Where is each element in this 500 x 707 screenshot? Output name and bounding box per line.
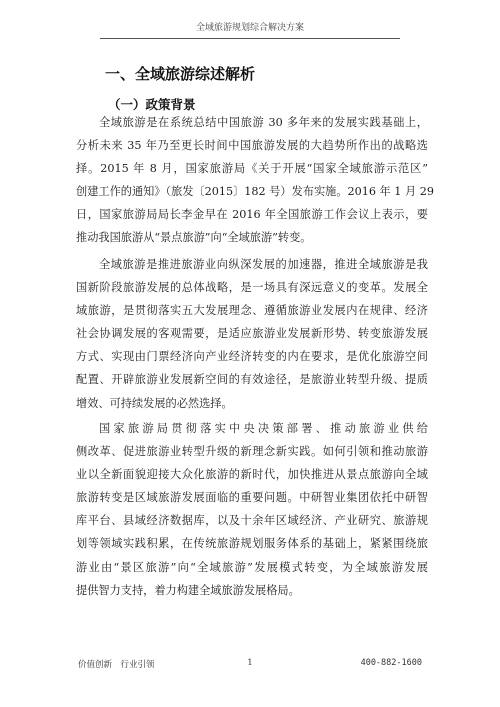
text-line: 国新阶段旅游发展的总体战略，是一场具有深远意义的变革。发展全 — [76, 281, 428, 295]
text-line: 提供智力支持，着力构建全域旅游发展格局。 — [76, 583, 300, 597]
text-line: 择。2015 年 8 月，国家旅游局《关于开展“国家全域旅游示范区” — [76, 162, 428, 176]
text-line: 日，国家旅游局局长李金早在 2016 年全国旅游工作会议上表示，要 — [76, 208, 428, 222]
text-line: 侧改革、促进旅游业转型升级的新理念新实践。如何引领和推动旅游 — [76, 445, 428, 459]
page-number: 1 — [247, 658, 253, 668]
running-header: 全域旅游规划综合解决方案 — [100, 20, 400, 39]
text-line: 旅游转变是区域旅游发展面临的重要问题。中研智业集团依托中研智 — [76, 491, 428, 505]
text-line: 推动我国旅游从“景点旅游”向“全域旅游”转变。 — [76, 231, 312, 245]
text-line: 社会协调发展的客观需要，是适应旅游业发展新形势、转变旅游发展 — [76, 327, 428, 341]
footer-phone: 400-882-1600 — [360, 658, 422, 668]
subsection-heading: （一）政策背景 — [108, 97, 196, 112]
text-line: 全域旅游是推进旅游业向纵深发展的加速器，推进全域旅游是我 — [99, 258, 428, 271]
text-line: 创建工作的通知》（旅发〔2015〕182 号）发布实施。2016 年 1 月 29 — [76, 185, 434, 199]
footer-slogan: 价值创新 行业引领 — [78, 660, 155, 670]
text-line: 配置、开辟旅游业发展新空间的有效途径，是旅游业转型升级、提质 — [76, 373, 428, 387]
text-line: 游业由“景区旅游”向“全域旅游”发展模式转变，为全域旅游发展 — [76, 560, 428, 574]
text-line: 划等领域实践积累，在传统旅游规划服务体系的基础上，紧紧围绕旅 — [76, 537, 428, 551]
text-line: 分析未来 35 年乃至更长时间中国旅游发展的大趋势所作出的战略选 — [76, 139, 428, 153]
text-line: 方式、实现由门票经济向产业经济转变的内在要求，是优化旅游空间 — [76, 350, 428, 364]
text-line: 国家旅游局贯彻落实中央决策部署、推动旅游业供给 — [99, 422, 428, 435]
text-line: 域旅游，是贯彻落实五大发展理念、遵循旅游业发展内在规律、经济 — [76, 304, 428, 318]
section-heading: 一、全域旅游综述解析 — [105, 65, 256, 83]
paragraph-1 — [76, 111, 434, 250]
text-line: 库平台、县域经济数据库，以及十余年区域经济、产业研究、旅游规 — [76, 514, 428, 528]
paragraph-2 — [76, 253, 428, 415]
text-line: 全域旅游是在系统总结中国旅游 30 多年来的发展实践基础上， — [99, 116, 428, 129]
paragraph-3 — [76, 417, 428, 602]
text-line: 增效、可持续发展的必然选择。 — [76, 396, 233, 410]
text-line: 业以全新面貌迎接大众化旅游的新时代，加快推进从景点旅游向全域 — [76, 468, 428, 482]
